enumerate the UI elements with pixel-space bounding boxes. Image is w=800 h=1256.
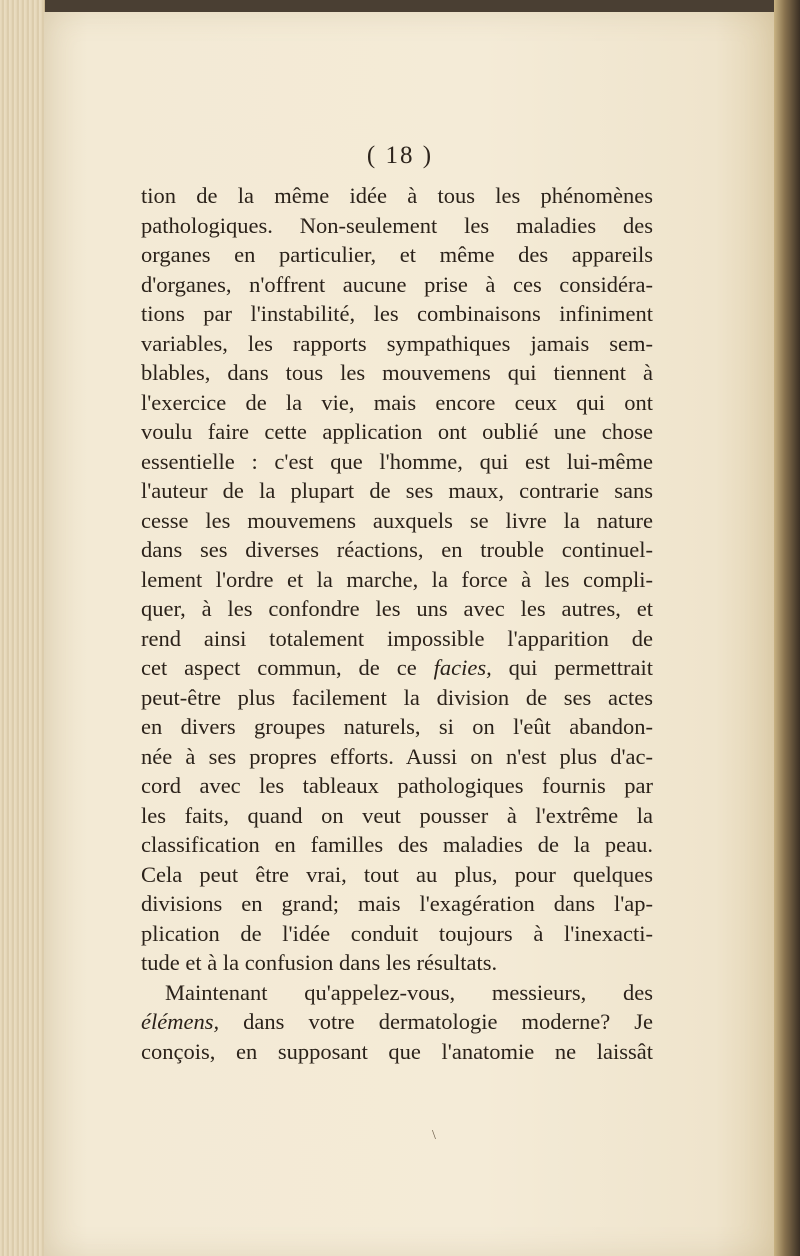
text-line: classification en familles des maladies de la peau.: [141, 832, 653, 857]
text-line: tions par l'instabilité, les combinaisons infiniment: [141, 301, 653, 326]
text-line: essentielle : c'est que l'homme, qui est lui-même: [141, 448, 653, 474]
text-line: rend ainsi totalement impossible l'apparition de: [141, 625, 653, 651]
text-line: [141, 653, 653, 683]
text-line: tude et à la confusion dans les résultats.: [141, 950, 498, 975]
text-line: plication de l'idée conduit toujours à l'inexacti-: [141, 920, 653, 946]
text-line: cesse les mouvemens auxquels se livre la nature: [141, 507, 653, 533]
text-line: lement l'ordre et la marche, la force à les compli-: [141, 566, 653, 592]
text-line: les faits, quand on veut pousser à l'extrême la: [141, 802, 653, 828]
body-text: [141, 181, 653, 1066]
text-line: l'exercice de la vie, mais encore ceux qui ont: [141, 389, 653, 415]
text-line: quer, à les confondre les uns avec les autres, et: [141, 596, 653, 621]
text-line: d'organes, n'offrent aucune prise à ces considéra-: [141, 271, 653, 297]
italic-term: facies,: [433, 655, 492, 680]
page-mark: \: [432, 1128, 436, 1143]
page-number: ( 18 ): [366, 142, 434, 169]
text-line: cord avec les tableaux pathologiques fournis par: [141, 773, 653, 798]
text-line: dans ses diverses réactions, en trouble continuel-: [141, 537, 653, 562]
page-fore-edge: [0, 0, 45, 1256]
text-line: conçois, en supposant que l'anatomie ne laissât: [141, 1038, 653, 1064]
text-fragment: cet aspect commun, de ce: [141, 655, 434, 680]
text-fragment: qui permettrait: [491, 655, 654, 680]
text-line: variables, les rapports sympathiques jamais sem-: [141, 330, 653, 356]
text-line: pathologiques. Non-seulement les maladies des: [141, 212, 653, 238]
text-line: tion de la même idée à tous les phénomènes: [141, 183, 653, 208]
text-line: voulu faire cette application ont oublié une chose: [141, 419, 653, 444]
text-line: peut-être plus facilement la division de ses actes: [141, 684, 653, 710]
text-line: Maintenant qu'appelez-vous, messieurs, des: [165, 979, 653, 1005]
text-fragment: dans votre dermatologie moderne? Je: [219, 1009, 653, 1034]
text-line: blables, dans tous les mouvemens qui tiennent à: [141, 360, 653, 385]
top-edge: [44, 0, 774, 12]
binding-gutter: [774, 0, 800, 1256]
text-line: l'auteur de la plupart de ses maux, contrarie sans: [141, 478, 653, 503]
text-line: en divers groupes naturels, si on l'eût abandon-: [141, 714, 653, 739]
text-line: née à ses propres efforts. Aussi on n'est plus d'ac-: [141, 743, 653, 769]
text-line: [141, 1007, 653, 1037]
text-line: organes en particulier, et même des appareils: [141, 242, 653, 267]
text-line: Cela peut être vrai, tout au plus, pour quelques: [141, 861, 653, 887]
italic-term: élémens,: [141, 1009, 220, 1034]
text-line: divisions en grand; mais l'exagération dans l'ap-: [141, 891, 653, 916]
